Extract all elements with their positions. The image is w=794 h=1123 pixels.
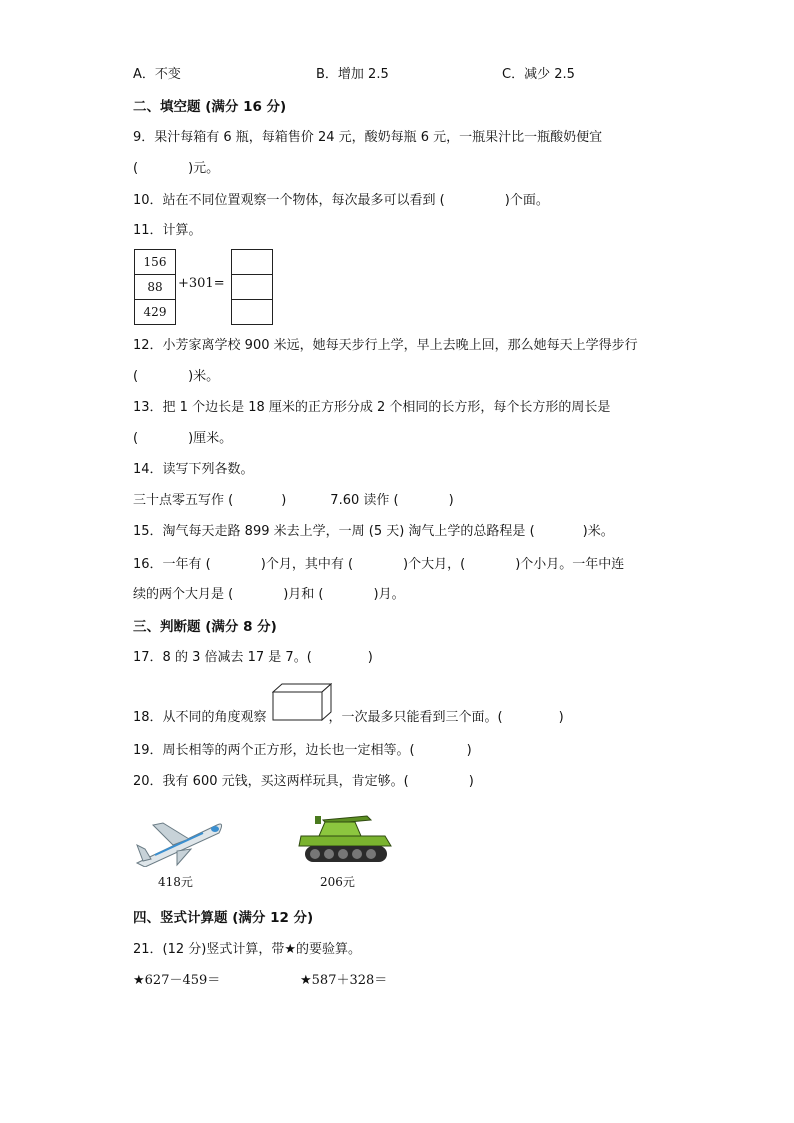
addend-column bbox=[134, 249, 176, 325]
question-15: 15．淘气每天走路 899 米去上学，一周 (5 天) 淘气上学的总路程是 ( )米。 bbox=[133, 524, 614, 539]
question-16-line2: 续的两个大月是 ( )月和 ( )月。 bbox=[133, 587, 405, 602]
question-20: 20．我有 600 元钱，买这两样玩具，肯定够。( ) bbox=[133, 774, 474, 789]
result-cell bbox=[232, 250, 272, 274]
question-16-line1: 16．一年有 ( )个月，其中有 ( )个大月，( )个小月。一年中连 bbox=[133, 557, 625, 572]
question-13-line1: 13．把 1 个边长是 18 厘米的正方形分成 2 个相同的长方形，每个长方形的周长是 bbox=[133, 400, 611, 415]
addend-cell: 156 bbox=[143, 255, 167, 269]
question-18: 18．从不同的角度观察 ，一次最多只能看到三个面。( ) bbox=[133, 710, 564, 725]
result-column bbox=[231, 249, 273, 325]
question-9-line1: 9．果汁每箱有 6 瓶，每箱售价 24 元，酸奶每瓶 6 元，一瓶果汁比一瓶酸奶便宜 bbox=[133, 130, 603, 145]
question-9-line2: ( )元。 bbox=[133, 161, 220, 176]
addend-cell: 429 bbox=[135, 299, 175, 324]
option-a: A．不变 bbox=[133, 67, 181, 82]
question-10: 10．站在不同位置观察一个物体，每次最多可以看到 ( )个面。 bbox=[133, 193, 549, 208]
section-heading-judgement: 三、判断题 (满分 8 分) bbox=[133, 619, 277, 635]
question-12-line1: 12．小芳家离学校 900 米远，她每天步行上学，早上去晚上回，那么她每天上学得步行 bbox=[133, 338, 638, 353]
airplane-price: 418元 bbox=[158, 875, 193, 889]
question-12-line2: ( )米。 bbox=[133, 369, 220, 384]
calc-expression-2: ★587＋328＝ bbox=[300, 973, 388, 988]
question-11: 11．计算。 bbox=[133, 223, 202, 238]
calc-expression-1: ★627－459＝ bbox=[133, 973, 221, 988]
airplane-toy-image bbox=[133, 805, 225, 867]
option-c: C．减少 2.5 bbox=[502, 67, 575, 82]
question-14-parts: 三十点零五写作 ( ) 7.60 读作 ( ) bbox=[133, 493, 454, 508]
question-21: 21．(12 分)竖式计算，带★的要验算。 bbox=[133, 942, 362, 957]
section-heading-fill-blank: 二、填空题 (满分 16 分) bbox=[133, 99, 287, 115]
tank-toy-image bbox=[295, 806, 395, 866]
addend-cell: 88 bbox=[135, 274, 175, 299]
question-14: 14．读写下列各数。 bbox=[133, 462, 254, 477]
operator-plus-301: +301= bbox=[178, 276, 225, 291]
result-cell bbox=[232, 299, 272, 324]
option-b: B．增加 2.5 bbox=[316, 67, 389, 82]
tank-price: 206元 bbox=[320, 875, 355, 889]
question-13-line2: ( )厘米。 bbox=[133, 431, 233, 446]
question-17: 17．8 的 3 倍减去 17 是 7。( ) bbox=[133, 650, 373, 665]
section-heading-vertical-calc: 四、竖式计算题 (满分 12 分) bbox=[133, 910, 314, 926]
result-cell bbox=[232, 274, 272, 299]
question-19: 19．周长相等的两个正方形，边长也一定相等。( ) bbox=[133, 743, 472, 758]
